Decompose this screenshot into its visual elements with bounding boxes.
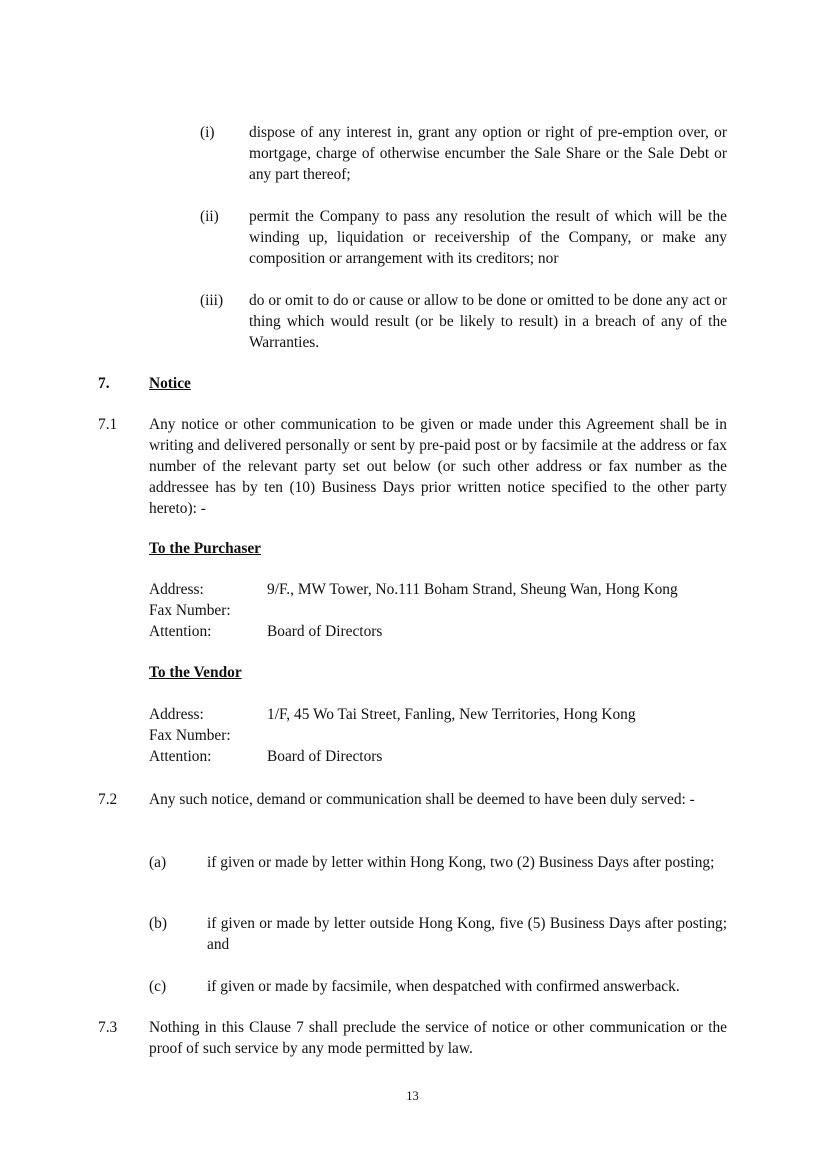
item-b-text: if given or made by letter outside Hong Kong, five (5) Business Days after posting; and (207, 915, 727, 953)
clause-7-2-number: 7.2 (98, 791, 118, 808)
vendor-attention-label: Attention: (149, 748, 212, 765)
vendor-attention: Board of Directors (267, 748, 383, 765)
purchaser-fax-row (149, 600, 267, 621)
item-c-text: if given or made by facsimile, when despatched with confirmed answerback. (207, 978, 680, 995)
purchaser-attention: Board of Directors (267, 623, 383, 640)
page-number: 13 (406, 1089, 419, 1103)
purchaser-address: 9/F., MW Tower, No.111 Boham Strand, Sheung Wan, Hong Kong (267, 581, 678, 598)
clause-7-1-number: 7.1 (98, 416, 118, 433)
item-a-text: if given or made by letter within Hong Kong, two (2) Business Days after posting; (207, 854, 715, 871)
clause-7-1-text: Any notice or other communication to be given or made under this Agreement shall be in writing and delivered personally or sent by pre-paid post or by facsimile at the address or fax number of the relevant party set out below (or such other address or fax number as the addressee has by ten (10) Business Days prior written notice specified to the other party hereto): - (149, 416, 727, 517)
item-b-number: (b) (149, 915, 167, 932)
item-i-number: (i) (200, 124, 215, 141)
item-c-number: (c) (149, 978, 167, 995)
clause-7-3-number: 7.3 (98, 1019, 118, 1036)
vendor-address-row (149, 704, 636, 725)
clause-7-3-text: Nothing in this Clause 7 shall preclude the service of notice or other communication or the proof of such service by any mode permitted by law. (149, 1019, 727, 1057)
purchaser-address-row (149, 579, 678, 600)
purchaser-address-label: Address: (149, 581, 204, 598)
item-ii-text: permit the Company to pass any resolution the result of which will be the winding up, liquidation or receivership of the Company, or make any composition or arrangement with its creditors; nor (249, 208, 727, 267)
vendor-fax-label: Fax Number: (149, 727, 231, 744)
vendor-address: 1/F, 45 Wo Tai Street, Fanling, New Territories, Hong Kong (267, 706, 636, 723)
clause-7-2-text: Any such notice, demand or communication shall be deemed to have been duly served: - (149, 791, 695, 808)
purchaser-heading: To the Purchaser (149, 540, 262, 557)
section-number: 7. (98, 375, 110, 392)
item-ii-number: (ii) (200, 208, 219, 225)
item-iii-text: do or omit to do or cause or allow to be done or omitted to be done any act or thing which would result (or be likely to result) in a breach of any of the Warranties. (249, 292, 727, 351)
vendor-fax-row (149, 725, 267, 746)
item-i-text: dispose of any interest in, grant any option or right of pre-emption over, or mortgage, charge of otherwise encumber the Sale Share or the Sale Debt or any part thereof; (249, 124, 727, 183)
vendor-heading: To the Vendor (149, 664, 242, 681)
purchaser-attention-label: Attention: (149, 623, 212, 640)
vendor-attention-row (149, 746, 382, 767)
section-title: Notice (149, 375, 191, 392)
purchaser-fax-label: Fax Number: (149, 602, 231, 619)
purchaser-attention-row (149, 621, 382, 642)
vendor-address-label: Address: (149, 706, 204, 723)
item-a-number: (a) (149, 854, 167, 871)
item-iii-number: (iii) (200, 292, 224, 309)
